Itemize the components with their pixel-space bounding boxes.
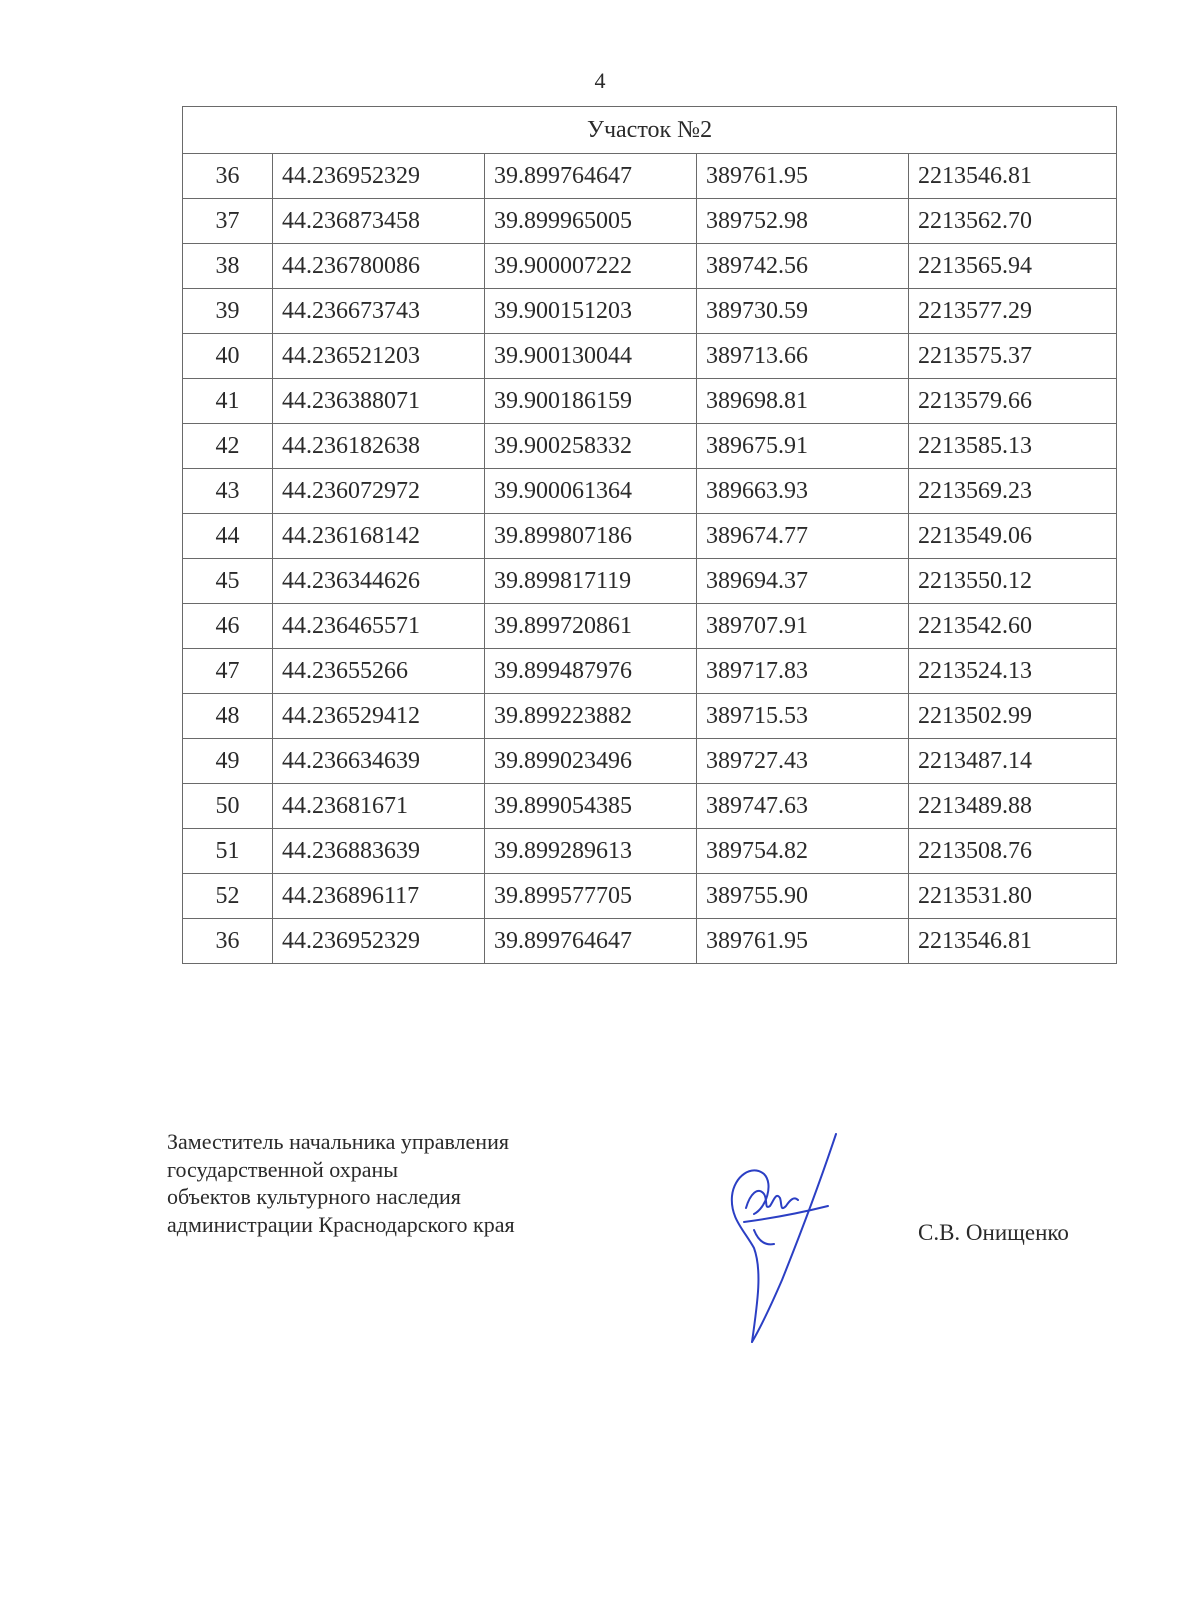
table-row <box>183 334 1117 379</box>
coordinate-cell: 2213524.13 <box>909 649 1117 694</box>
table-row <box>183 604 1117 649</box>
coordinate-cell: 44.236952329 <box>273 154 485 199</box>
point-number-cell: 42 <box>183 424 273 469</box>
point-number-cell: 50 <box>183 784 273 829</box>
coordinate-cell: 389675.91 <box>697 424 909 469</box>
coordinate-cell: 44.236883639 <box>273 829 485 874</box>
section-title: Участок №2 <box>183 107 1117 154</box>
coordinate-cell: 2213546.81 <box>909 154 1117 199</box>
coordinate-cell: 39.899764647 <box>485 154 697 199</box>
coordinate-cell: 44.236896117 <box>273 874 485 919</box>
coordinate-cell: 39.900007222 <box>485 244 697 289</box>
coordinate-cell: 39.900186159 <box>485 379 697 424</box>
coordinate-cell: 389713.66 <box>697 334 909 379</box>
coordinate-cell: 44.236168142 <box>273 514 485 559</box>
coordinate-cell: 389663.93 <box>697 469 909 514</box>
coordinate-cell: 389707.91 <box>697 604 909 649</box>
signatory-position <box>167 1128 515 1238</box>
coordinate-cell: 39.899223882 <box>485 694 697 739</box>
coordinate-cell: 44.236072972 <box>273 469 485 514</box>
coordinate-cell: 389730.59 <box>697 289 909 334</box>
coordinate-cell: 2213562.70 <box>909 199 1117 244</box>
coordinate-cell: 44.236780086 <box>273 244 485 289</box>
coordinate-cell: 39.899487976 <box>485 649 697 694</box>
coordinate-cell: 44.236673743 <box>273 289 485 334</box>
coordinate-cell: 39.899764647 <box>485 919 697 964</box>
coordinate-cell: 2213569.23 <box>909 469 1117 514</box>
coordinate-cell: 2213579.66 <box>909 379 1117 424</box>
table-row <box>183 559 1117 604</box>
coordinate-cell: 389715.53 <box>697 694 909 739</box>
coordinate-cell: 44.236634639 <box>273 739 485 784</box>
point-number-cell: 36 <box>183 919 273 964</box>
coordinate-cell: 389742.56 <box>697 244 909 289</box>
section-header-row <box>183 107 1117 154</box>
coordinate-cell: 39.900258332 <box>485 424 697 469</box>
point-number-cell: 40 <box>183 334 273 379</box>
coordinate-cell: 389747.63 <box>697 784 909 829</box>
coordinate-cell: 44.236529412 <box>273 694 485 739</box>
coordinate-cell: 44.236521203 <box>273 334 485 379</box>
coordinate-cell: 39.899054385 <box>485 784 697 829</box>
coordinate-cell: 389761.95 <box>697 919 909 964</box>
point-number-cell: 48 <box>183 694 273 739</box>
position-line: Заместитель начальника управления <box>167 1129 509 1154</box>
coordinate-cell: 389761.95 <box>697 154 909 199</box>
coordinate-cell: 389674.77 <box>697 514 909 559</box>
coordinate-cell: 2213549.06 <box>909 514 1117 559</box>
coordinate-cell: 44.236952329 <box>273 919 485 964</box>
coordinate-cell: 2213565.94 <box>909 244 1117 289</box>
coordinate-cell: 44.23655266 <box>273 649 485 694</box>
table-row <box>183 199 1117 244</box>
signer-name: С.В. Онищенко <box>918 1220 1069 1245</box>
table-row <box>183 244 1117 289</box>
coordinate-cell: 2213550.12 <box>909 559 1117 604</box>
coordinate-cell: 39.899023496 <box>485 739 697 784</box>
position-line: администрации Краснодарского края <box>167 1211 515 1237</box>
coordinate-cell: 44.236465571 <box>273 604 485 649</box>
coordinate-cell: 2213585.13 <box>909 424 1117 469</box>
table-row <box>183 424 1117 469</box>
coordinate-cell: 39.899289613 <box>485 829 697 874</box>
table-row <box>183 784 1117 829</box>
coordinate-cell: 2213489.88 <box>909 784 1117 829</box>
point-number-cell: 47 <box>183 649 273 694</box>
table-row <box>183 469 1117 514</box>
coordinate-cell: 2213531.80 <box>909 874 1117 919</box>
table-row <box>183 154 1117 199</box>
coordinate-cell: 389752.98 <box>697 199 909 244</box>
point-number-cell: 36 <box>183 154 273 199</box>
coordinate-cell: 44.236182638 <box>273 424 485 469</box>
coordinate-cell: 389717.83 <box>697 649 909 694</box>
coordinate-cell: 39.899577705 <box>485 874 697 919</box>
position-line: объектов культурного наследия <box>167 1184 461 1209</box>
coordinate-cell: 44.236873458 <box>273 199 485 244</box>
coordinate-cell: 39.900151203 <box>485 289 697 334</box>
position-line: государственной охраны <box>167 1156 399 1182</box>
point-number-cell: 43 <box>183 469 273 514</box>
point-number-cell: 49 <box>183 739 273 784</box>
coordinate-cell: 2213502.99 <box>909 694 1117 739</box>
coordinate-cell: 389727.43 <box>697 739 909 784</box>
handwritten-signature <box>724 1130 874 1345</box>
point-number-cell: 41 <box>183 379 273 424</box>
coordinate-cell: 39.899807186 <box>485 514 697 559</box>
coordinate-cell: 44.236344626 <box>273 559 485 604</box>
coordinate-cell: 44.23681671 <box>273 784 485 829</box>
coordinate-cell: 2213575.37 <box>909 334 1117 379</box>
coordinate-cell: 389754.82 <box>697 829 909 874</box>
coordinate-cell: 39.899965005 <box>485 199 697 244</box>
table-row <box>183 514 1117 559</box>
coordinate-cell: 389698.81 <box>697 379 909 424</box>
coordinate-cell: 2213508.76 <box>909 829 1117 874</box>
coordinate-cell: 2213546.81 <box>909 919 1117 964</box>
coordinate-cell: 2213487.14 <box>909 739 1117 784</box>
table-row <box>183 829 1117 874</box>
page-number: 4 <box>594 68 606 93</box>
point-number-cell: 45 <box>183 559 273 604</box>
table-row <box>183 379 1117 424</box>
table-row <box>183 649 1117 694</box>
coordinate-cell: 389755.90 <box>697 874 909 919</box>
coordinate-cell: 2213542.60 <box>909 604 1117 649</box>
point-number-cell: 51 <box>183 829 273 874</box>
coordinate-cell: 44.236388071 <box>273 379 485 424</box>
coordinate-cell: 39.900130044 <box>485 334 697 379</box>
point-number-cell: 44 <box>183 514 273 559</box>
point-number-cell: 39 <box>183 289 273 334</box>
coordinate-cell: 39.900061364 <box>485 469 697 514</box>
table-row <box>183 694 1117 739</box>
coordinate-cell: 2213577.29 <box>909 289 1117 334</box>
table-row <box>183 874 1117 919</box>
table-row <box>183 739 1117 784</box>
table-row <box>183 289 1117 334</box>
coordinate-cell: 389694.37 <box>697 559 909 604</box>
point-number-cell: 38 <box>183 244 273 289</box>
point-number-cell: 37 <box>183 199 273 244</box>
point-number-cell: 46 <box>183 604 273 649</box>
coordinate-cell: 39.899720861 <box>485 604 697 649</box>
coordinates-table <box>182 106 1117 964</box>
point-number-cell: 52 <box>183 874 273 919</box>
table-row <box>183 919 1117 964</box>
coordinate-cell: 39.899817119 <box>485 559 697 604</box>
